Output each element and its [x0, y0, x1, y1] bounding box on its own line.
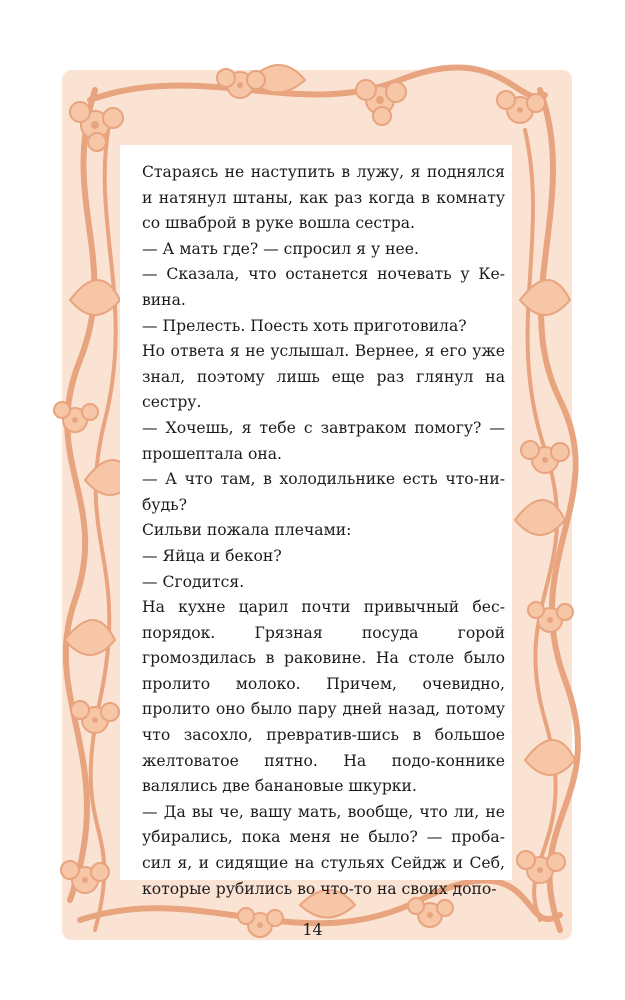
paragraph: Стараясь не наступить в лужу, я поднялся и натянул штаны, как раз когда в комнату со шваброй в руке вошла сестра.: [142, 163, 505, 233]
paragraph: — Сказала, что останется ночевать у Ке-вина.: [142, 265, 505, 309]
paragraph: — Хочешь, я тебе с завтраком помогу? — прошептала она.: [142, 418, 505, 463]
paragraph: Сильви пожала плечами:: [142, 521, 352, 540]
paragraph: — Да вы че, вашу мать, вообще, что ли, не убирались, пока меня не было? — проба-сил я, и сидящие на стульях Сейдж и Себ, которые рубились во что-то на своих допо-: [142, 802, 505, 898]
paragraph: — Яйца и бекон?: [142, 546, 282, 565]
paragraph: — Сгодится.: [142, 572, 245, 591]
body-text: [142, 160, 505, 902]
paragraph: — А что там, в холодильнике есть что-ни-будь?: [142, 470, 505, 514]
paragraph: Но ответа я не услышал. Вернее, я его уже знал, поэтому лишь еще раз глянул на сестру.: [142, 342, 505, 412]
page-number: 14: [302, 920, 323, 939]
paragraph: На кухне царил почти привычный бес-порядок. Грязная посуда горой громоздилась в раковине. На столе было пролито молоко. Причем, очевидно, пролито оно было пару дней назад, потому что засохло, превратив-шись в большое желтоватое пятно. На подо-коннике валялись две банановые шкурки.: [142, 598, 505, 796]
paragraph: — А мать где? — спросил я у нее.: [142, 239, 419, 258]
paragraph: — Прелесть. Поесть хоть приготовила?: [142, 316, 467, 335]
